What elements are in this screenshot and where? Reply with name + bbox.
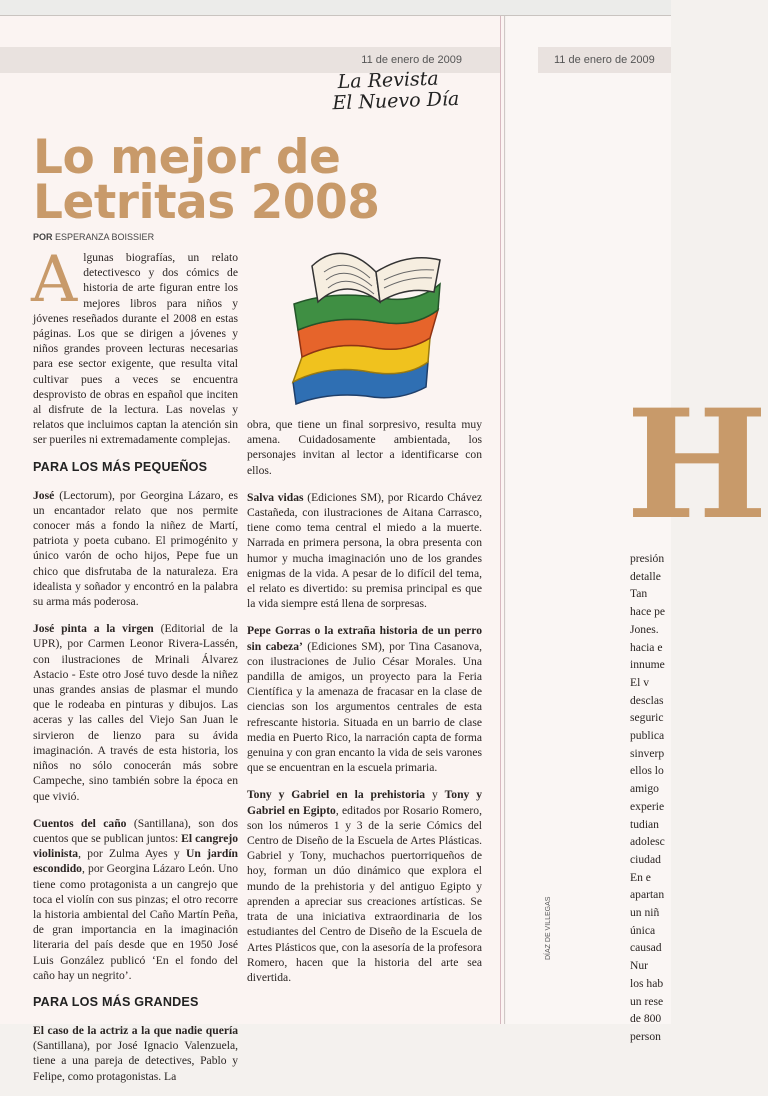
book-title: El cangrejo violinista <box>33 831 239 861</box>
next-page-line: un rese <box>630 994 664 1008</box>
next-page-line: los hab <box>630 976 664 990</box>
review-text: (Santillana), por José Ignacio Valenzuela, tiene a una pareja de detectives, Pablo y Felipe, como protagonistas. La <box>33 1039 238 1083</box>
headline-line-2: Letritas 2008 <box>33 175 380 230</box>
review-text: y <box>425 788 445 802</box>
next-page-line: innume <box>630 658 665 672</box>
book-title: José <box>33 488 55 502</box>
section-heading-small-kids: PARA LOS MÁS PEQUEÑOS <box>33 459 208 474</box>
next-page-line: experie <box>630 799 665 813</box>
review-text: , por Georgina Lázaro León. Uno tiene como protagonista a un cangrejo que toca el violín con sus pinzas; el otro recorre la historia ambiental del Caño Martín Peña, de gran importancia en la imaginación literaria del país desde que en 1950 José Luis González publicó ‘En el fondo del caño hay un negrito’. <box>33 862 238 982</box>
next-page-line: sinverp <box>630 746 665 760</box>
book-title: Tony y Gabriel en Egipto <box>247 788 483 817</box>
next-page-line: un niñ <box>630 906 660 920</box>
next-page-line: apartan <box>630 888 665 902</box>
handwritten-line-2: El Nuevo Día <box>332 87 460 115</box>
handwritten-line-1: La Revista <box>337 67 440 94</box>
article-column-2 <box>247 417 482 997</box>
book-title: Un jardín escondido <box>33 847 239 876</box>
date-right: 11 de enero de 2009 <box>554 54 655 66</box>
review-jose-pinta <box>33 621 238 803</box>
review-salva-vidas <box>247 490 482 612</box>
next-page-line: ciudad <box>630 852 661 866</box>
book-title: Salva vidas <box>247 490 304 504</box>
next-page-line: Nur <box>630 959 649 973</box>
drop-cap: A <box>31 243 78 317</box>
book-title: Pepe Gorras o la extraña historia de un perro sin cabeza’ <box>247 624 482 653</box>
photo-credit-vertical: DÍAZ DE VILLEGAS <box>545 896 552 960</box>
next-page-line: desclas <box>630 693 664 707</box>
date-header-right <box>538 47 671 73</box>
section-heading-big-kids: PARA LOS MÁS GRANDES <box>33 994 199 1009</box>
book-stack-illustration <box>288 232 448 404</box>
byline-prefix: POR <box>33 232 53 242</box>
book-title: El caso de la actriz a la que nadie quería <box>33 1023 238 1037</box>
review-tony-gabriel <box>247 787 482 985</box>
next-page-line: En e <box>630 870 651 884</box>
article-column-1 <box>31 243 239 1096</box>
next-page-line: publica <box>630 729 665 743</box>
review-text: , editados por Rosario Romero, son los números 1 y 3 de la serie Cómics del Centro de Diseño de la Escuela de Artes Plásticas. Gabriel y Tony, muchachos puertorriqueños de hoy, forman un dúo dinámico que explora el mundo de la prehistoria y del antiguo Egipto y aprenden a apreciar sus creaciones artísticas. Se trata de una iniciativa extraordinaria de los estudiantes del Centro de Diseño de la Escuela de Artes Plásticos que, con la asesoría de la profesora Romero, hacen que la historia del arte sea divertida. <box>247 803 482 984</box>
review-text: (Editorial de la UPR), por Carmen Leonor Rivera-Lassén, con ilustraciones de Mrinali Álvarez Astacio - Este otro José tuvo desde la niñez unas grandes ansias de plasmar el mundo que le rodeaba en pinturas y dibujos. Las aceras y las calles del Viejo San Juan le sirvieron de lienzo para su ávida imaginación. A través de esta historia, los niños no sólo conocerán más sobre Campeche, sino también sobre la época en que vivió. <box>33 622 238 803</box>
next-page-line: tudian <box>630 817 659 831</box>
review-text: (Lectorum), por Georgina Lázaro, es un encantador relato que nos permite conocer más a fondo la niñez de Martí, patriota y poeta cubano. El primogénito y único varón de ocho hijos, Pepe fue un chico que disfrutaba de la naturaleza. Era idealista y soñador y encontró en la palabra su arma más poderosa. <box>33 488 238 609</box>
review-actriz <box>33 1023 238 1084</box>
next-page-line: hacia e <box>630 640 663 654</box>
lead-text: lgunas biografías, un relato detectivesco y dos cómics de historia de arte figuran entre los mejores libros para niños y jóvenes reseñados durante el 2008 en estas páginas. Los que se dirigen a jóvenes y niños grandes proveen lecturas necesarias para ese sector exigente, que resulta vital cultivar pues a veces se encuentra desprovisto de obras en español que inciten al disfrute de la lectura. Las novelas y relatos que incluimos captan la atención sin ser pueriles ni extremadamente complejas. <box>33 251 238 447</box>
byline <box>33 232 154 242</box>
next-page-line: presión <box>630 552 665 565</box>
page-fold-line <box>500 16 501 1024</box>
review-cuentos-del-cano <box>33 816 238 983</box>
lead-paragraph <box>31 243 238 448</box>
next-page-initial: H <box>626 377 768 553</box>
review-text: , por Zulma Ayes y <box>78 847 186 861</box>
next-page-line: El v <box>630 675 649 689</box>
scan-top-edge <box>0 0 671 16</box>
review-text: (Ediciones SM), por Ricardo Chávez Castañeda, con ilustraciones de Aitana Carrasco, tiene como tema central el miedo a la muerte. Narrada en primera persona, la obra presenta con humor y mucha imaginación uno de los grandes enigmas de la vida. A pesar de lo difícil del tema, el relato es divertido: su premisa principal es que la vida siempre está llena de sorpresas. <box>247 490 482 611</box>
article-headline <box>33 130 380 230</box>
next-page-line: amigo <box>630 782 659 796</box>
next-page-line: detalle <box>630 569 661 583</box>
date-left: 11 de enero de 2009 <box>361 54 462 66</box>
next-page-line: person <box>630 1029 661 1043</box>
next-page-line: seguric <box>630 711 664 725</box>
next-page-line: Jones. <box>630 622 659 636</box>
book-title: José pinta a la virgen <box>33 622 154 636</box>
next-page-line: única <box>630 923 656 937</box>
next-page-line: Tan <box>630 587 648 601</box>
book-title: Tony y Gabriel en la prehistoria <box>247 788 426 802</box>
review-text: (Santillana), son dos cuentos que se publican juntos: <box>33 816 239 845</box>
review-actriz-continued: obra, que tiene un final sorpresivo, resulta muy amena. Cuidadosamente ambientada, los personajes invitan al lector a identificarse con ellos. <box>247 418 482 477</box>
next-page-line: hace pe <box>630 605 666 619</box>
next-page-text <box>630 550 675 1046</box>
review-jose <box>33 488 238 610</box>
byline-author: ESPERANZA BOISSIER <box>55 232 155 242</box>
review-pepe-gorras <box>247 623 482 775</box>
headline-line-1: Lo mejor de <box>33 130 341 185</box>
next-page-line: adolesc <box>630 835 665 849</box>
book-title: Cuentos del caño <box>33 816 127 830</box>
next-page-line: ellos lo <box>630 764 664 778</box>
next-page-line: causad <box>630 941 662 955</box>
review-text: (Ediciones SM), por Tina Casanova, con ilustraciones de Julio César Morales. Una pandilla de amigos, un proyecto para la Feria Científica y la amenaza de fracasar en la clase de ciencias son los argumentos centrales de esta refrescante historia. Situada en un barrio de clase media en Puerto Rico, la narración capta de forma genuina y con gran encanto la vida de seis varones que se encuentran en la escuela primaria. <box>247 639 482 775</box>
handwritten-note <box>332 67 460 115</box>
next-page-line: de 800 <box>630 1012 662 1026</box>
